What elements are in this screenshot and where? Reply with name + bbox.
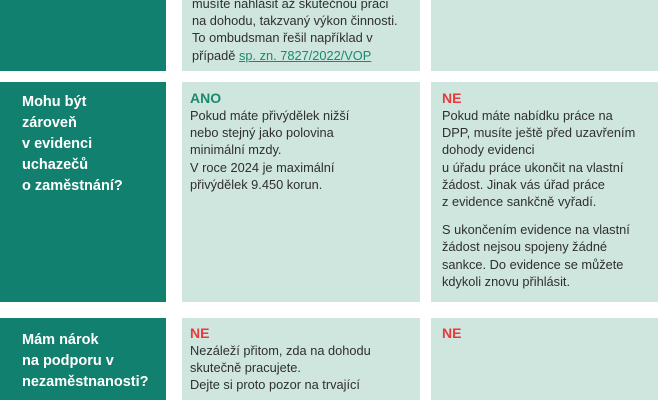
row0-col-a-line: na dohodu, takzvaný výkon činnosti. — [192, 13, 398, 29]
row1-col-a-line: nebo stejný jako polovina — [190, 125, 334, 141]
row1-col-b-line: dohody evidenci — [442, 142, 535, 158]
row1-col-a-line: přivýdělek 9.450 korun. — [190, 176, 323, 192]
row1-col-b-line: Pokud máte nabídku práce na — [442, 108, 613, 123]
row2-question-line: Mám nárok — [22, 332, 99, 348]
row1-question-line: v evidenci — [22, 136, 93, 152]
row1-col-b-line: žádost. Jinak vás úřad práce — [442, 176, 605, 192]
case-reference-link[interactable]: sp. zn. 7827/2022/VOP — [238, 47, 372, 63]
row2-col-a-line: Nezáleží přitom, zda na dohodu — [190, 343, 371, 358]
row1-col-b-line: žádost nejsou spojeny žádné — [442, 239, 608, 255]
row1-col-b-line: sankce. Do evidence se můžete — [442, 256, 624, 272]
row0-col-a-prefix: případě — [192, 47, 236, 63]
row0-col-a-cell — [182, 0, 420, 71]
row1-question-line: Mohu být — [22, 94, 87, 110]
row1-question-line: o zaměstnání? — [22, 178, 123, 194]
row2-col-a-line: skutečně pracujete. — [190, 360, 301, 376]
paragraph-gap — [442, 210, 658, 221]
row1-question-line: uchazečů — [22, 157, 89, 173]
row1-col-b-cell — [431, 82, 658, 302]
row0-col-a-last-line — [192, 47, 420, 64]
row1-col-b-line: DPP, musíte ještě před uzavřením — [442, 125, 636, 141]
row1-col-b-line: kdykoli znovu přihlásit. — [442, 273, 571, 289]
row1-question-cell — [0, 82, 166, 302]
row1-col-a-verdict: ANO — [190, 90, 222, 106]
row1-col-b-verdict: NE — [442, 90, 462, 106]
row1-col-b-line: S ukončením evidence na vlastní — [442, 222, 630, 238]
row1-col-b-line: u úřadu práce ukončit na vlastní — [442, 159, 624, 175]
row1-col-a-line: V roce 2024 je maximální — [190, 159, 335, 175]
row1-col-a-line: minimální mzdy. — [190, 142, 282, 158]
row2-question-cell — [0, 318, 166, 400]
row0-question-cell — [0, 0, 166, 71]
row1-col-a-cell — [182, 82, 420, 302]
row2-col-b-cell — [431, 318, 658, 400]
row2-col-a-cell — [182, 318, 420, 400]
row1-col-a-line: Pokud máte přivýdělek nižší — [190, 108, 350, 123]
row0-col-a-line: To ombudsman řešil například v — [192, 30, 373, 46]
row2-question-line: na podporu v — [22, 353, 114, 369]
row2-col-b-verdict: NE — [442, 325, 462, 341]
row2-question-line: nezaměstnanosti? — [22, 374, 149, 390]
row1-col-b-line: z evidence sankčně vyřadí. — [442, 194, 597, 210]
row2-col-a-verdict: NE — [190, 325, 210, 341]
row0-col-b-cell — [431, 0, 658, 71]
row0-col-a-line: musíte nahlásit až skutečnou práci — [192, 0, 389, 11]
row1-question-line: zároveň — [22, 115, 77, 131]
row2-col-a-line: Dejte si proto pozor na trvající — [190, 377, 360, 393]
